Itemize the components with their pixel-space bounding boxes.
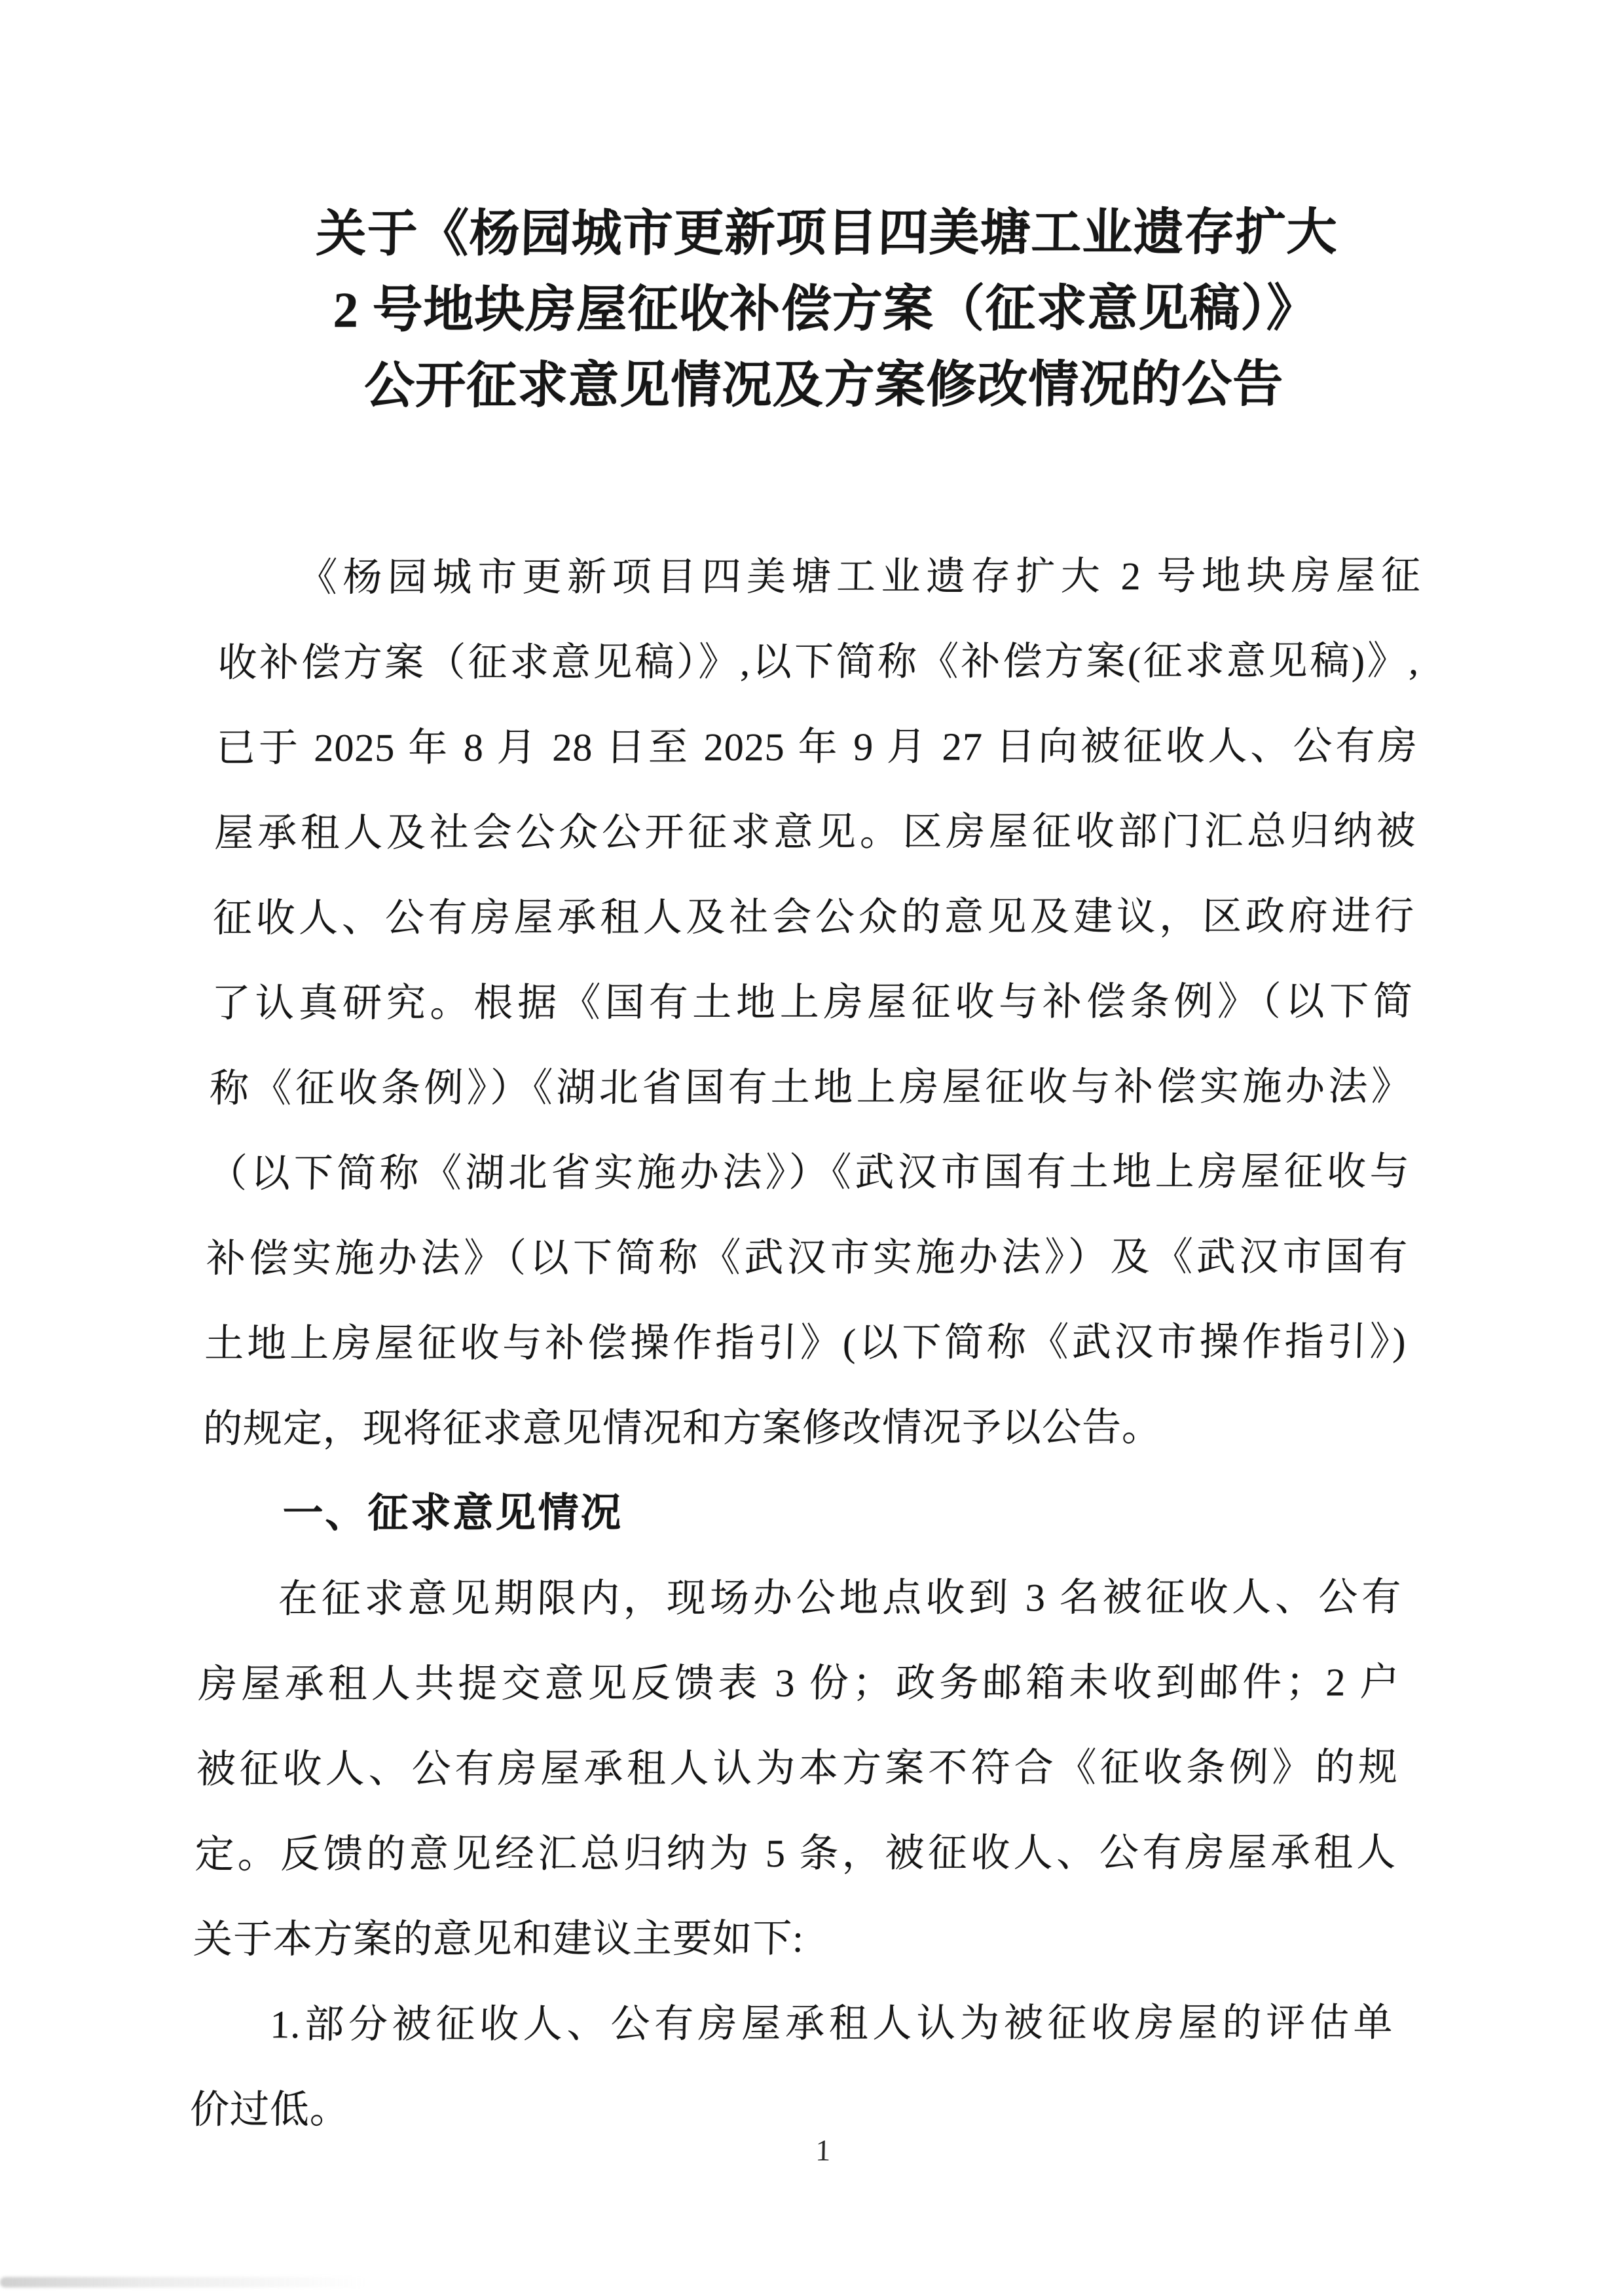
body-line: 屋承租人及社会公众公开征求意见。区房屋征收部门汇总归纳被 — [213, 809, 1417, 855]
body-line: 的规定，现将征求意见情况和方案修改情况予以公告。 — [202, 1406, 1162, 1451]
body-line: 收补偿方案（征求意见稿）》,以下简称《补偿方案(征求意见稿)》, — [217, 639, 1420, 685]
body-line: 《杨园城市更新项目四美塘工业遗存扩大 2 号地块房屋征 — [297, 554, 1422, 600]
body-line: 房屋承租人共提交意见反馈表 3 份；政务邮箱未收到邮件；2 户 — [197, 1660, 1401, 1706]
body-line: 价过低。 — [189, 2088, 350, 2132]
document-title — [222, 194, 1428, 424]
body-line: 已于 2025 年 8 月 28 日至 2025 年 9 月 27 日向被征收人、公有房 — [215, 724, 1418, 770]
body-line: 土地上房屋征收与补偿操作指引》(以下简称《武汉市操作指引》) — [204, 1320, 1407, 1366]
body-line: （以下简称《湖北省实施办法》）《武汉市国有土地上房屋征收与 — [207, 1150, 1411, 1195]
body-line: 定。反馈的意见经汇总归纳为 5 条，被征收人、公有房屋承租人 — [194, 1831, 1397, 1876]
body-line: 称《征收条例》）《湖北省国有土地上房屋征收与补偿实施办法》 — [209, 1065, 1412, 1110]
body-line: 在征求意见期限内，现场办公地点收到 3 名被征收人、公有 — [278, 1575, 1402, 1621]
page-number: 1 — [815, 2133, 831, 2167]
title-line-1: 关于《杨园城市更新项目四美塘工业遗存扩大 — [315, 204, 1338, 263]
document-body — [189, 533, 1422, 2152]
body-line: 1.部分被征收人、公有房屋承租人认为被征收房屋的评估单 — [269, 2001, 1394, 2047]
section-heading: 一、征求意见情况 — [282, 1490, 624, 1537]
title-line-3: 公开征求意见情况及方案修改情况的公告 — [363, 355, 1284, 414]
scan-artifact — [0, 2277, 367, 2287]
body-line: 关于本方案的意见和建议主要如下: — [193, 1916, 805, 1961]
body-line: 被征收人、公有房屋承租人认为本方案不符合《征收条例》的规 — [196, 1745, 1399, 1791]
body-line: 征收人、公有房屋承租人及社会公众的意见及建议，区政府进行 — [212, 894, 1415, 940]
title-line-2: 2 号地块房屋征收补偿方案（征求意见稿）》 — [332, 280, 1318, 338]
document-content — [189, 194, 1428, 2152]
body-line: 补偿实施办法》（以下简称《武汉市实施办法》）及《武汉市国有 — [206, 1235, 1409, 1281]
body-line: 了认真研究。根据《国有土地上房屋征收与补偿条例》（以下简 — [210, 979, 1414, 1025]
